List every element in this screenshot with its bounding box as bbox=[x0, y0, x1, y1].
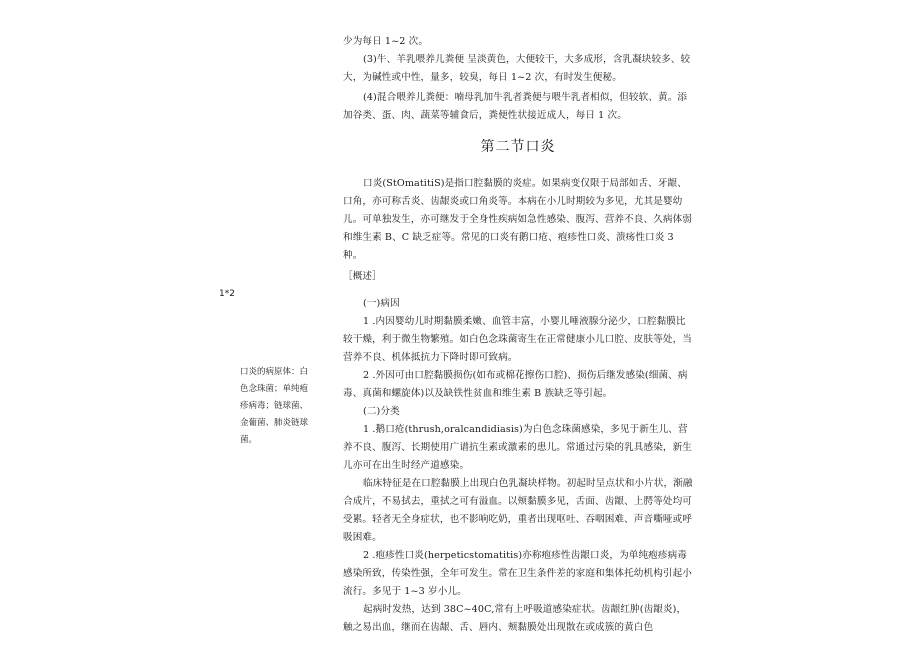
section-title: 第二节口炎 bbox=[480, 139, 556, 155]
paragraph-stomatitis-intro: 口炎(StOmatitiS)是指口腔黏膜的炎症。如果病变仅限于局部如舌、牙龈、口角，亦可称舌炎、齿龈炎或口角炎等。本病在小儿时期较为多见，尤其是婴幼儿。可单独发生，亦可继发于全身性疾病如急性感染、腹泻、营养不良、久病体弱和维生素 B、C 缺乏症等。常见的口炎有鹅口疮、疱疹性口炎、溃疡性口炎 3 种。 bbox=[343, 178, 692, 261]
paragraph-internal-cause: 1 .内因婴幼儿时期黏膜柔嫩、血管丰富，小婴儿唾液腺分泌少，口腔黏膜比较干燥，利于微生物繁殖。如白色念珠菌寄生在正常健康小儿口腔、皮肤等处，当营养不良、机体抵抗力下降时即可致病。 bbox=[343, 316, 692, 363]
paragraph-herpetic-onset: 起病时发热，达到 38C~40C,常有上呼吸道感染症状。齿龈红肿(齿龈炎)，触之易出血，继而在齿龈、舌、唇内、颊黏膜处出现散在或成簇的黄白色 bbox=[343, 604, 687, 633]
classification-heading: (二)分类 bbox=[363, 406, 400, 417]
margin-note: 口炎的病原体：白色念珠菌；单纯疱疹病毒；链球菌、金葡菌、肺炎链球菌。 bbox=[240, 367, 309, 445]
overview-heading: ［概述］ bbox=[343, 271, 382, 282]
margin-mark: 1*2 bbox=[219, 289, 235, 299]
paragraph-thrush: 1 .鹅口疮(thrush,oralcandidiasis)为白色念珠菌感染，多见于新生儿、营养不良、腹泻、长期使用广谱抗生素或激素的患儿。常通过污染的乳具感染，新生儿亦可在出生时经产道感染。 bbox=[343, 424, 692, 471]
paragraph-herpetic-stomatitis: 2 .疱疹性口炎(herpeticstomatitis)亦称疱疹性齿龈口炎，为单纯疱疹病毒感染所致，传染性强，全年可发生。常在卫生条件差的家庭和集体托幼机构引起小流行。多见于 1~3 岁小儿。 bbox=[343, 550, 692, 597]
paragraph-cow-milk-stool: (3)牛、羊乳喂养儿粪便 呈淡黄色，大便较干，大多成形，含乳凝块较多、较大，为碱性或中性，量多，较臭，每日 1~2 次，有时发生便秘。 bbox=[343, 54, 691, 83]
paragraph-thrush-features: 临床特征是在口腔黏膜上出现白色乳凝块样物。初起时呈点状和小片状，渐融合成片，不易拭去，重拭之可有溢血。以颊黏膜多见，舌面、齿龈、上腭等处均可受累。轻者无全身症状，也不影响吃奶，重者出现呕吐、吞咽困难、声音嘶哑或呼吸困难。 bbox=[343, 478, 693, 543]
paragraph-mixed-feeding-stool: (4)混合喂养儿粪便：喃母乳加牛乳者粪便与喂牛乳者相似，但较软、黄。添加谷类、蛋、肉、蔬菜等辅食后，粪便性状接近成人，每日 1 次。 bbox=[343, 92, 688, 121]
paragraph-continuation: 少为每日 1~2 次。 bbox=[343, 36, 429, 47]
cause-heading: (一)病因 bbox=[363, 298, 400, 309]
paragraph-external-cause: 2 .外因可由口腔黏膜损伤(如布或棉花擦伤口腔)、损伤后继发感染(细菌、病毒、真菌和螺旋体)以及缺铁性贫血和维生素 B 族缺乏等引起。 bbox=[343, 370, 688, 399]
